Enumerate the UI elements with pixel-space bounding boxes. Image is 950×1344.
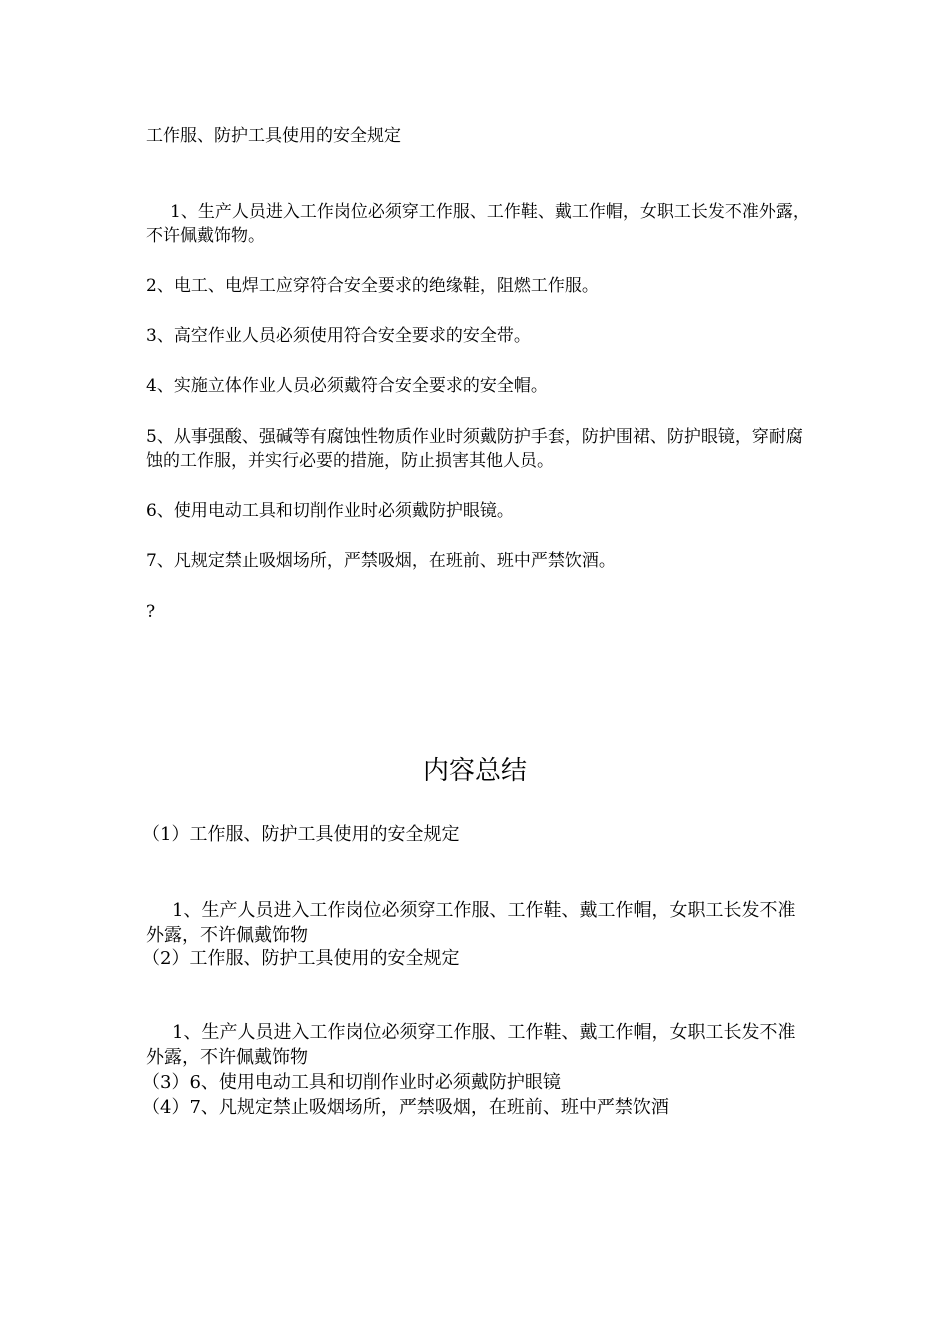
rule-item-6: 6、使用电动工具和切削作业时必须戴防护眼镜。 bbox=[146, 501, 514, 521]
summary-item-2: （2）工作服、防护工具使用的安全规定 bbox=[142, 948, 460, 969]
question-mark: ? bbox=[146, 602, 156, 622]
summary-item-3: （3）6、使用电动工具和切削作业时必须戴防护眼镜 bbox=[142, 1072, 561, 1093]
rule-item-1: 1、生产人员进入工作岗位必须穿工作服、工作鞋、戴工作帽，女职工长发不准外露，不许佩戴饰物。 bbox=[146, 202, 810, 246]
document-title: 工作服、防护工具使用的安全规定 bbox=[146, 126, 401, 146]
rule-item-2: 2、电工、电焊工应穿符合安全要求的绝缘鞋，阻燃工作服。 bbox=[146, 276, 599, 296]
summary-item-4: （4）7、凡规定禁止吸烟场所，严禁吸烟，在班前、班中严禁饮酒 bbox=[142, 1097, 669, 1118]
rule-item-4: 4、实施立体作业人员必须戴符合安全要求的安全帽。 bbox=[146, 376, 548, 396]
rule-item-5: 5、从事强酸、强碱等有腐蚀性物质作业时须戴防护手套，防护围裙、防护眼镜，穿耐腐蚀的工作服，并实行必要的措施，防止损害其他人员。 bbox=[146, 427, 803, 471]
rule-item-7: 7、凡规定禁止吸烟场所，严禁吸烟，在班前、班中严禁饮酒。 bbox=[146, 551, 616, 571]
summary-heading: 内容总结 bbox=[422, 756, 527, 786]
summary-item-1: （1）工作服、防护工具使用的安全规定 bbox=[142, 824, 460, 845]
summary-item-2-detail: 1、生产人员进入工作岗位必须穿工作服、工作鞋、戴工作帽，女职工长发不准外露，不许佩戴饰物 bbox=[146, 1022, 796, 1068]
summary-item-1-detail: 1、生产人员进入工作岗位必须穿工作服、工作鞋、戴工作帽，女职工长发不准外露，不许佩戴饰物 bbox=[146, 900, 796, 946]
rule-item-3: 3、高空作业人员必须使用符合安全要求的安全带。 bbox=[146, 326, 531, 346]
